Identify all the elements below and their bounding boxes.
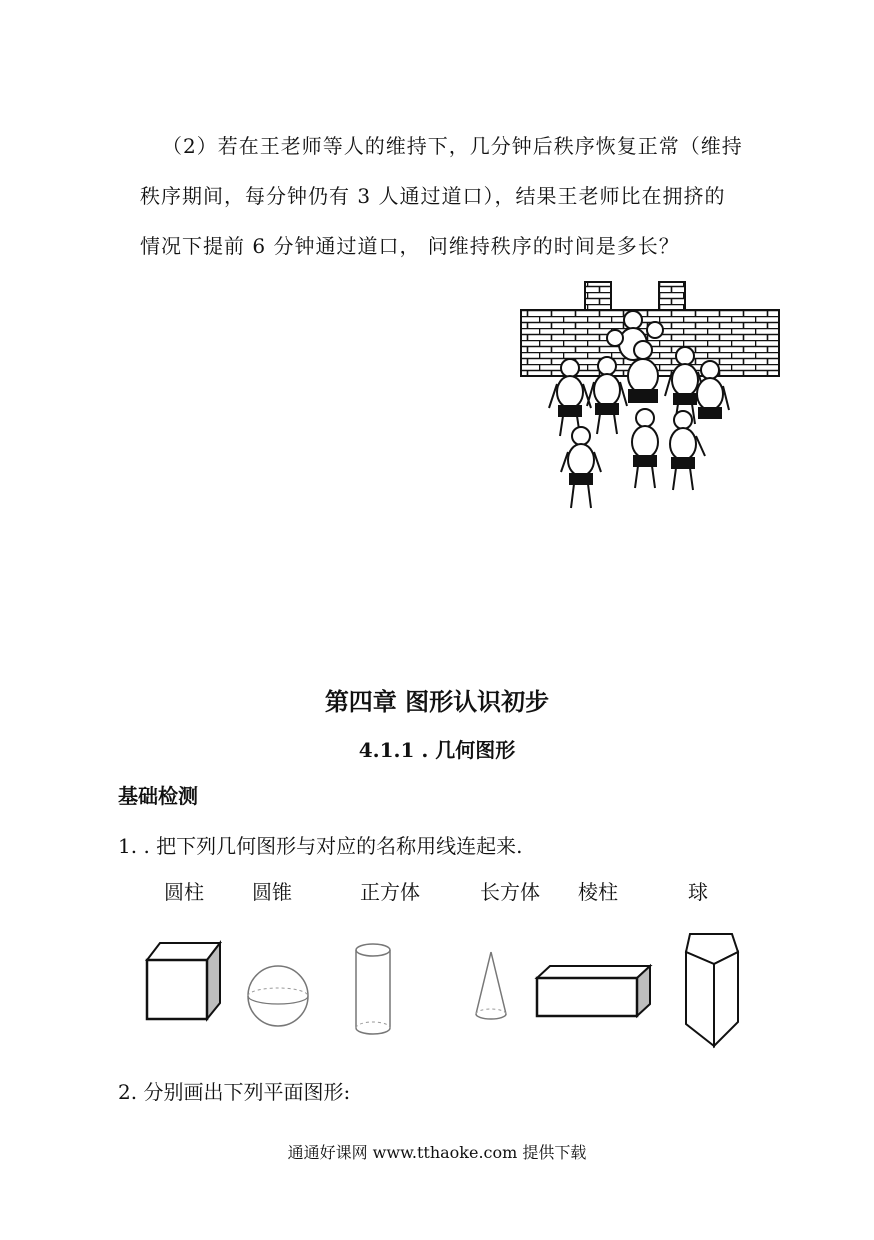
cone-icon [468, 948, 514, 1028]
cylinder-icon [350, 940, 396, 1046]
shape-name-cube: 正方体 [360, 880, 420, 904]
section-heading: 基础检测 [118, 784, 198, 808]
cube-icon [140, 935, 230, 1025]
chapter-title: 第四章 图形认识初步 [324, 687, 550, 716]
problem-line: （2）若在王老师等人的维持下，几分钟后秩序恢复正常（维持 [162, 134, 743, 158]
shape-name-cylinder: 圆柱 [164, 880, 204, 904]
sphere-icon [242, 960, 314, 1032]
shape-name-sphere: 球 [688, 880, 708, 904]
prism-icon [680, 930, 744, 1052]
shape-name-prism: 棱柱 [578, 880, 618, 904]
shape-name-cone: 圆锥 [252, 880, 292, 904]
problem-line: 秩序期间，每分钟仍有 3 人通过道口），结果王老师比在拥挤的 [140, 184, 726, 208]
question-1: 1. . 把下列几何图形与对应的名称用线连起来. [118, 834, 523, 858]
cuboid-icon [532, 962, 656, 1022]
problem-line: 情况下提前 6 分钟通过道口， 问维持秩序的时间是多长？ [140, 234, 680, 258]
question-2: 2. 分别画出下列平面图形: [118, 1080, 351, 1104]
section-title: 4.1.1 . 几何图形 [358, 738, 516, 762]
crowd-at-wall-illustration [515, 280, 785, 520]
footer: 通通好课网 www.tthaoke.com 提供下载 [287, 1143, 587, 1162]
shape-name-cuboid: 长方体 [480, 880, 540, 904]
